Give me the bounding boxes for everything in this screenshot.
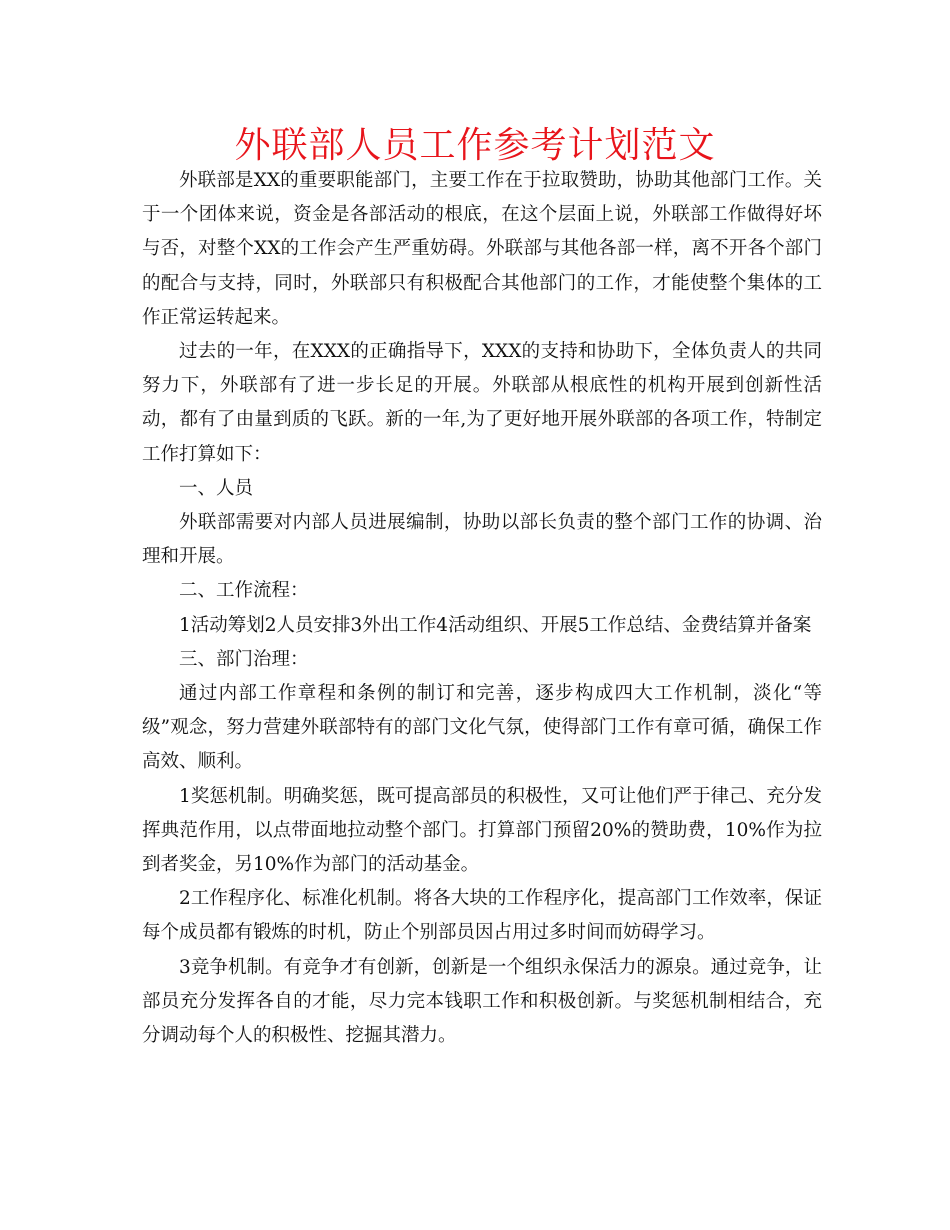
paragraph-management: 通过内部工作章程和条例的制订和完善，逐步构成四大工作机制，淡化“等级”观念，努力营建外联部特有的部门文化气氛，使得部门工作有章可循，确保工作高效、顺利。	[142, 683, 822, 773]
paragraph-intro: 外联部是XX的重要职能部门，主要工作在于拉取赞助，协助其他部门工作。关于一个团体来说，资金是各部活动的根底，在这个层面上说，外联部工作做得好坏与否，对整个XX的工作会产生严重妨碍。外联部与其他各部一样，离不开各个部门的配合与支持，同时，外联部只有积极配合其他部门的工作，才能使整个集体的工作正常运转起来。	[142, 170, 822, 328]
section-heading-workflow: 二、工作流程：	[179, 580, 309, 602]
section-heading-management: 三、部门治理：	[179, 648, 309, 670]
paragraph-workflow: 1活动筹划2人员安排3外出工作4活动组织、开展5工作总结、金费结算并备案	[179, 614, 812, 636]
paragraph-personnel: 外联部需要对内部人员进展编制，协助以部长负责的整个部门工作的协调、治理和开展。	[142, 512, 822, 568]
paragraph-review: 过去的一年，在XXX的正确指导下，XXX的支持和协助下，全体负责人的共同努力下，外联部有了进一步长足的开展。外联部从根底性的机构开展到创新性活动，都有了由量到质的飞跃。新的一年,为了更好地开展外联部的各项工作，特制定工作打算如下：	[142, 341, 822, 465]
paragraph-competition: 3竞争机制。有竞争才有创新，创新是一个组织永保活力的源泉。通过竞争，让部员充分发挥各自的才能，尽力完本钱职工作和积极创新。与奖惩机制相结合，充分调动每个人的积极性、挖掘其潜力。	[142, 956, 822, 1047]
paragraph-standardization: 2工作程序化、标准化机制。将各大块的工作程序化，提高部门工作效率，保证每个成员都有锻炼的时机，防止个别部员因占用过多时间而妨碍学习。	[142, 888, 822, 944]
section-heading-personnel: 一、人员	[179, 477, 254, 499]
paragraph-reward-mechanism: 1奖惩机制。明确奖惩，既可提高部员的积极性，又可让他们严于律己、充分发挥典范作用，以点带面地拉动整个部门。打算部门预留20%的赞助费，10%作为拉到者奖金，另10%作为部门的活动基金。	[142, 785, 822, 876]
document-body	[142, 164, 822, 1053]
document-title: 外联部人员工作参考计划范文	[234, 125, 716, 166]
